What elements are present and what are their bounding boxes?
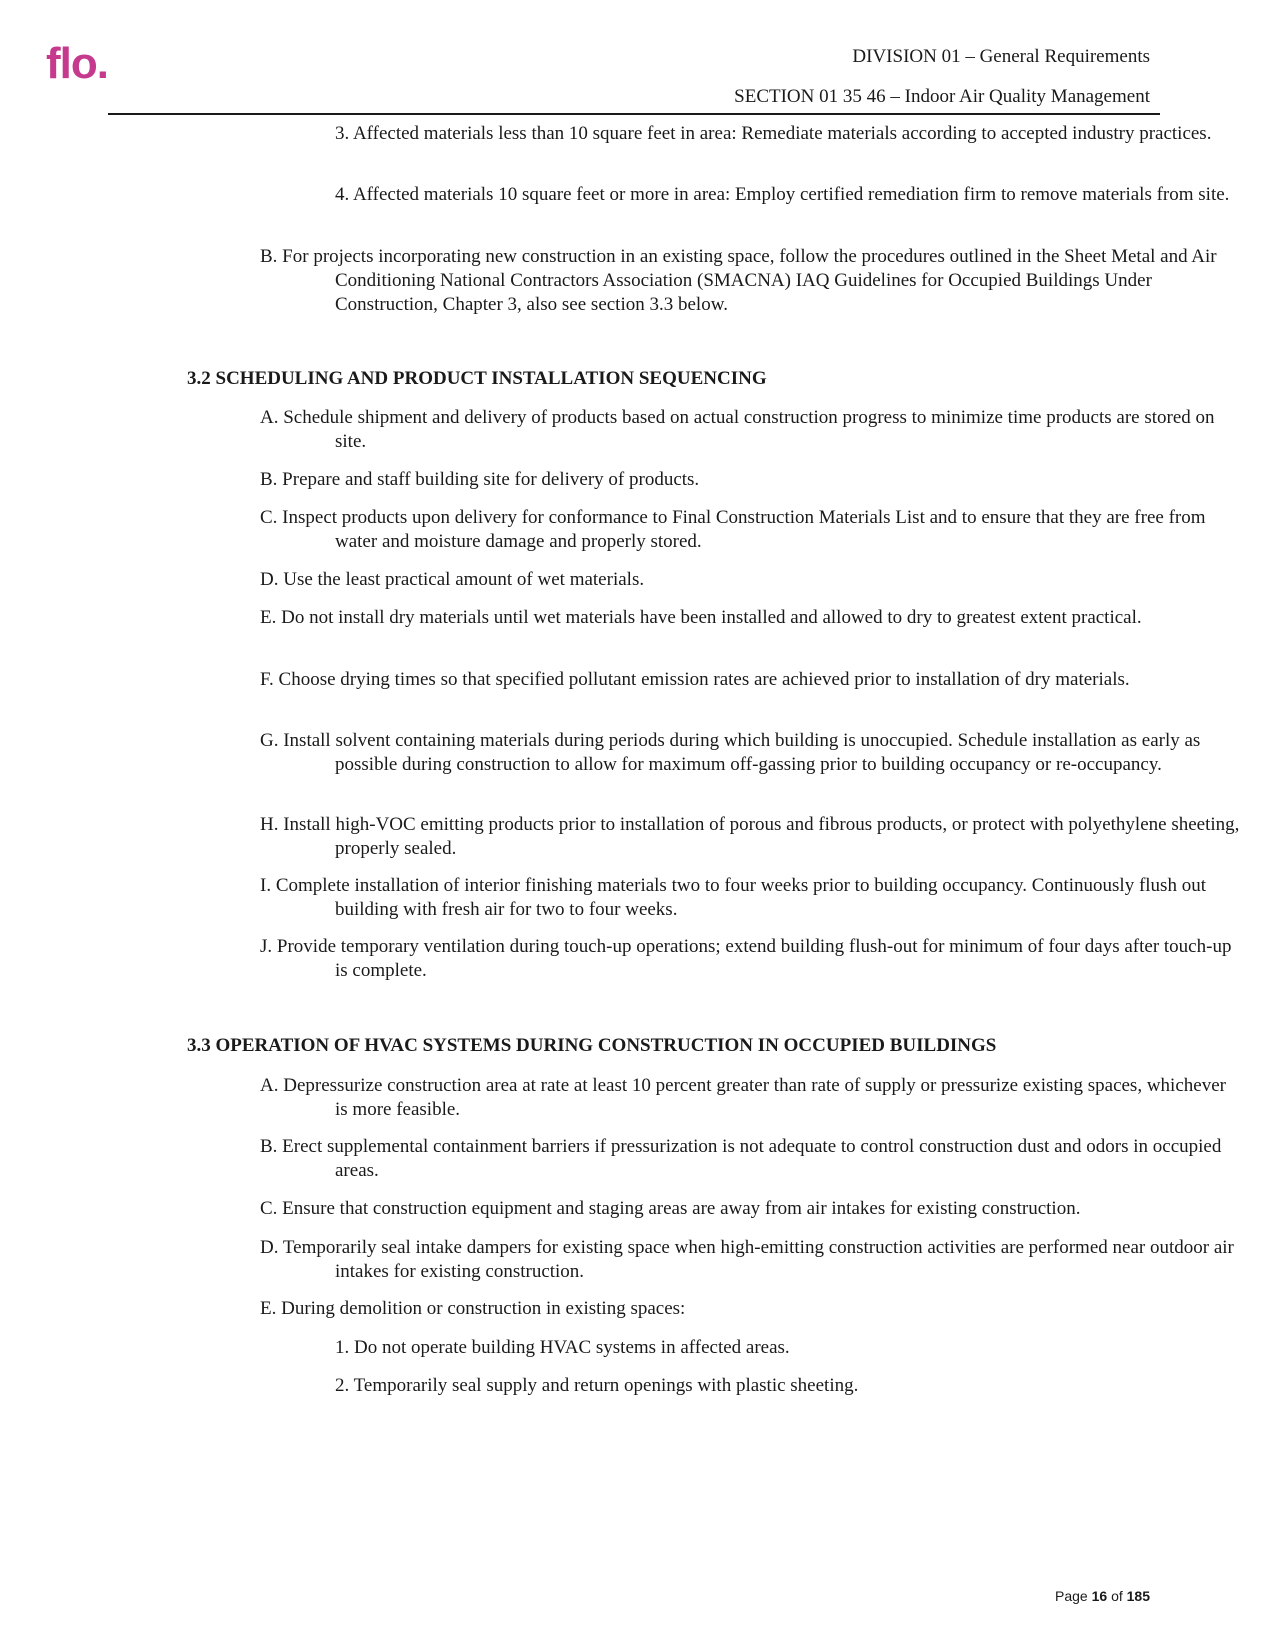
sub-list-item: 2. Temporarily seal supply and return openings with plastic sheeting. [335,1375,859,1396]
list-item: B. Erect supplemental containment barriers if pressurization is not adequate to control construction dust and odors in occupied areas. [260,1136,1222,1181]
list-item: E. During demolition or construction in existing spaces: [260,1298,686,1319]
list-item: J. Provide temporary ventilation during touch-up operations; extend building flush-out for minimum of four days after touch-up is complete. [260,936,1232,981]
list-item: A. Depressurize construction area at rate at least 10 percent greater than rate of supply or pressurize existing spaces, whichever is more feasible. [260,1075,1226,1120]
total-pages: 185 [1126,1588,1150,1604]
list-item: B. Prepare and staff building site for delivery of products. [260,469,700,490]
list-item: G. Install solvent containing materials during periods during which building is unoccupied. Schedule installation as early as possible during construction to allow for maximum off-gassing prior to building occupancy or re-occupancy. [260,730,1201,775]
list-item: F. Choose drying times so that specified pollutant emission rates are achieved prior to installation of dry materials. [260,669,1130,690]
header-division: DIVISION 01 – General Requirements [852,46,1150,67]
header-rule [108,113,1160,115]
list-item: 3. Affected materials less than 10 square feet in area: Remediate materials according to accepted industry practices. [335,123,1212,144]
current-page: 16 [1091,1588,1108,1604]
list-item: 4. Affected materials 10 square feet or more in area: Employ certified remediation firm to remove materials from site. [335,184,1230,205]
section-heading-3-3: 3.3 OPERATION OF HVAC SYSTEMS DURING CONSTRUCTION IN OCCUPIED BUILDINGS [187,1035,997,1056]
list-item: H. Install high-VOC emitting products prior to installation of porous and fibrous products, or protect with polyethylene sheeting, properly sealed. [260,814,1240,859]
list-item: E. Do not install dry materials until wet materials have been installed and allowed to dry to greatest extent practical. [260,607,1142,628]
list-item: B. For projects incorporating new construction in an existing space, follow the procedures outlined in the Sheet Metal and Air Conditioning National Contractors Association (SMACNA) IAQ Guidelines for Occupied Buildings Under Construction, Chapter 3, also see section 3.3 below. [260,246,1217,315]
list-item: D. Use the least practical amount of wet materials. [260,569,645,590]
list-item: C. Ensure that construction equipment and staging areas are away from air intakes for existing construction. [260,1198,1081,1219]
list-item: A. Schedule shipment and delivery of products based on actual construction progress to minimize time products are stored on site. [260,407,1215,452]
page-label: Page [1055,1588,1088,1604]
of-label: of [1111,1588,1123,1604]
header-section: SECTION 01 35 46 – Indoor Air Quality Management [734,86,1150,107]
list-item: C. Inspect products upon delivery for conformance to Final Construction Materials List and to ensure that they are free from water and moisture damage and properly stored. [260,507,1206,552]
sub-list-item: 1. Do not operate building HVAC systems in affected areas. [335,1337,790,1358]
flo-logo: flo. [46,39,108,88]
list-item: I. Complete installation of interior finishing materials two to four weeks prior to building occupancy. Continuously flush out building with fresh air for two to four weeks. [260,875,1206,920]
section-heading-3-2: 3.2 SCHEDULING AND PRODUCT INSTALLATION SEQUENCING [187,368,767,389]
list-item: D. Temporarily seal intake dampers for existing space when high-emitting construction activities are performed near outdoor air intakes for existing construction. [260,1237,1234,1282]
page-number [1055,1588,1150,1604]
